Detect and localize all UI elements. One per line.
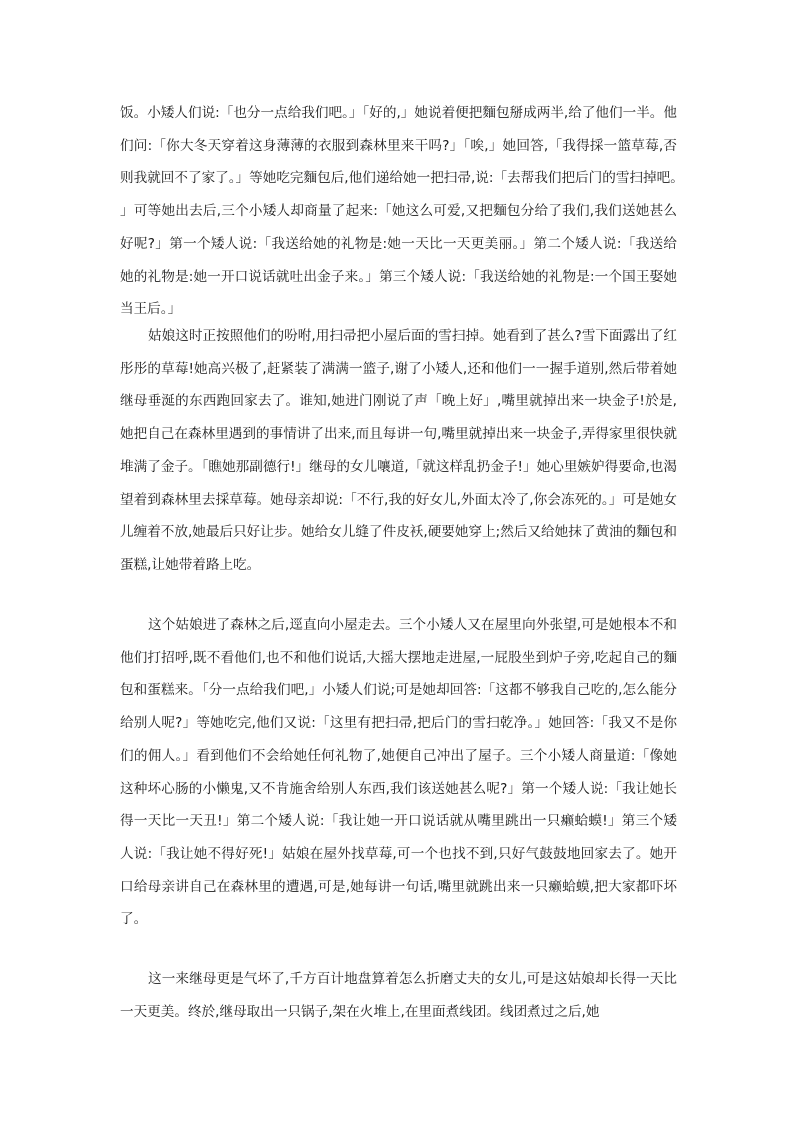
paragraph-3: 这个姑娘进了森林之后,逕直向小屋走去。三个小矮人又在屋里向外张望,可是她根本不和他们打招呼,既不看他们,也不和他们说话,大摇大摆地走进屋,一屁股坐到炉子旁,吃起自己的麵包和蛋糕来。「分一点给我们吧,」小矮人们说;可是她却回答:「这都不够我自己吃的,怎么能分给别人呢?」等她吃完,他们又说:「这里有把扫帚,把后门的雪扫乾净。」她回答:「我又不是你们的佣人。」看到他们不会给她任何礼物了,她便自己冲出了屋子。三个小矮人商量道:「像她这种坏心肠的小懒鬼,又不肯施舍给别人东西,我们该送她甚么呢?」第一个矮人说:「我让她长得一天比一天丑!」第二个矮人说:「我让她一开口说话就从嘴里跳出一只癞蛤蟆!」第三个矮人说:「我让她不得好死!」姑娘在屋外找草莓,可一个也找不到,只好气鼓鼓地回家去了。她开口给母亲讲自己在森林里的遭遇,可是,她每讲一句话,嘴里就跳出来一只癞蛤蟆,把大家都吓坏了。 (120, 617, 677, 928)
paragraph-4: 这一来继母更是气坏了,千方百计地盘算着怎么折磨丈夫的女儿,可是这姑娘却长得一天比一天更美。终於,继母取出一只锅子,架在火堆上,在里面煮线团。线团煮过之后,她 (120, 971, 677, 1020)
paragraph-2: 姑娘这时正按照他们的吩咐,用扫帚把小屋后面的雪扫掉。她看到了甚么?雪下面露出了红彤彤的草莓!她高兴极了,赶紧装了满满一篮子,谢了小矮人,还和他们一一握手道别,然后带着她继母垂涎的东西跑回家去了。谁知,她进门刚说了声「晚上好」,嘴里就掉出来一块金子!於是,她把自己在森林里遇到的事情讲了出来,而且每讲一句,嘴里就掉出来一块金子,弄得家里很快就堆满了金子。「瞧她那副德行!」继母的女儿嚷道,「就这样乱扔金子!」她心里嫉妒得要命,也渴望着到森林里去採草莓。她母亲却说:「不行,我的好女儿,外面太冷了,你会冻死的。」可是她女儿缠着不放,她最后只好让步。她给女儿缝了件皮袄,硬要她穿上;然后又给她抹了黄油的麵包和蛋糕,让她带着路上吃。 (120, 328, 677, 573)
paragraph-1: 饭。小矮人们说:「也分一点给我们吧。」「好的,」她说着便把麵包掰成两半,给了他们一半。他们问:「你大冬天穿着这身薄薄的衣服到森林里来干吗?」「唉,」她回答,「我得採一篮草莓,否则我就回不了家了。」等她吃完麵包后,他们递给她一把扫帚,说:「去帮我们把后门的雪扫掉吧。」可等她出去后,三个小矮人却商量了起来:「她这么可爱,又把麵包分给了我们,我们送她甚么好呢?」第一个矮人说:「我送给她的礼物是:她一天比一天更美丽。」第二个矮人说:「我送给她的礼物是:她一开口说话就吐出金子来。」第三个矮人说:「我送给她的礼物是:一个国王娶她当王后。」 (120, 105, 677, 318)
